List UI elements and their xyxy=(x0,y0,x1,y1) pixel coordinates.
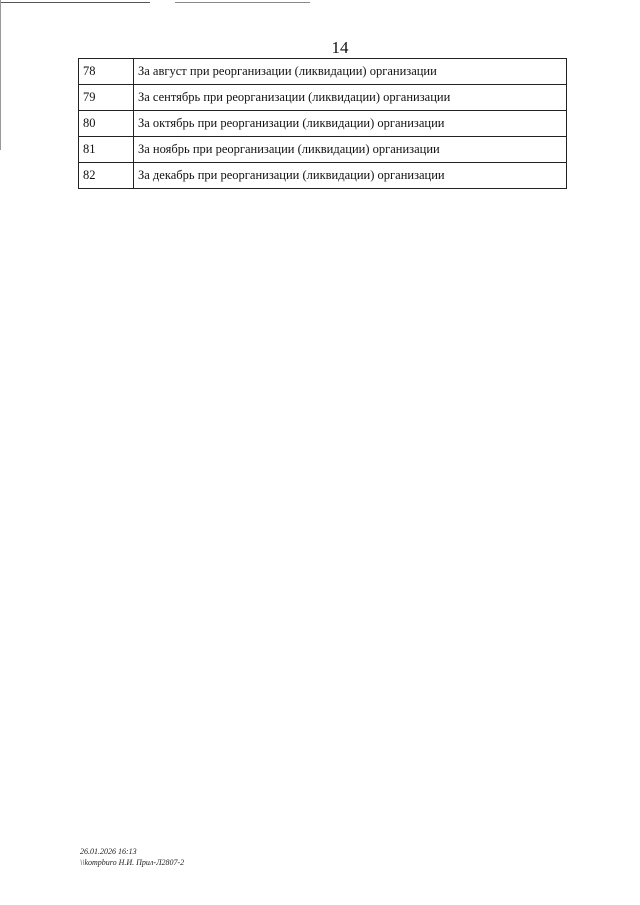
table-body xyxy=(79,59,567,189)
row-description: За август при реорганизации (ликвидации) организации xyxy=(134,59,567,85)
document-table xyxy=(78,58,567,189)
footer-timestamp: 26.01.2026 16:13 xyxy=(80,847,137,856)
table-row xyxy=(79,137,567,163)
row-description: За октябрь при реорганизации (ликвидации) организации xyxy=(134,111,567,137)
row-description: За ноябрь при реорганизации (ликвидации) организации xyxy=(134,137,567,163)
row-number: 79 xyxy=(79,85,134,111)
scan-artifact-top-line xyxy=(0,2,150,3)
row-description: За декабрь при реорганизации (ликвидации) организации xyxy=(134,163,567,189)
table-row xyxy=(79,85,567,111)
scan-artifact-left-edge xyxy=(0,0,1,150)
document-footer xyxy=(80,846,184,868)
row-number: 80 xyxy=(79,111,134,137)
row-number: 78 xyxy=(79,59,134,85)
page-number: 14 xyxy=(331,38,349,57)
row-number: 82 xyxy=(79,163,134,189)
row-number: 81 xyxy=(79,137,134,163)
row-description: За сентябрь при реорганизации (ликвидации) организации xyxy=(134,85,567,111)
table-row xyxy=(79,59,567,85)
table-row xyxy=(79,111,567,137)
footer-file-reference: \\kompburo Н.И. Прил-Л2807-2 xyxy=(80,858,185,867)
table-row xyxy=(79,163,567,189)
scan-artifact-top-dashes xyxy=(175,2,310,3)
